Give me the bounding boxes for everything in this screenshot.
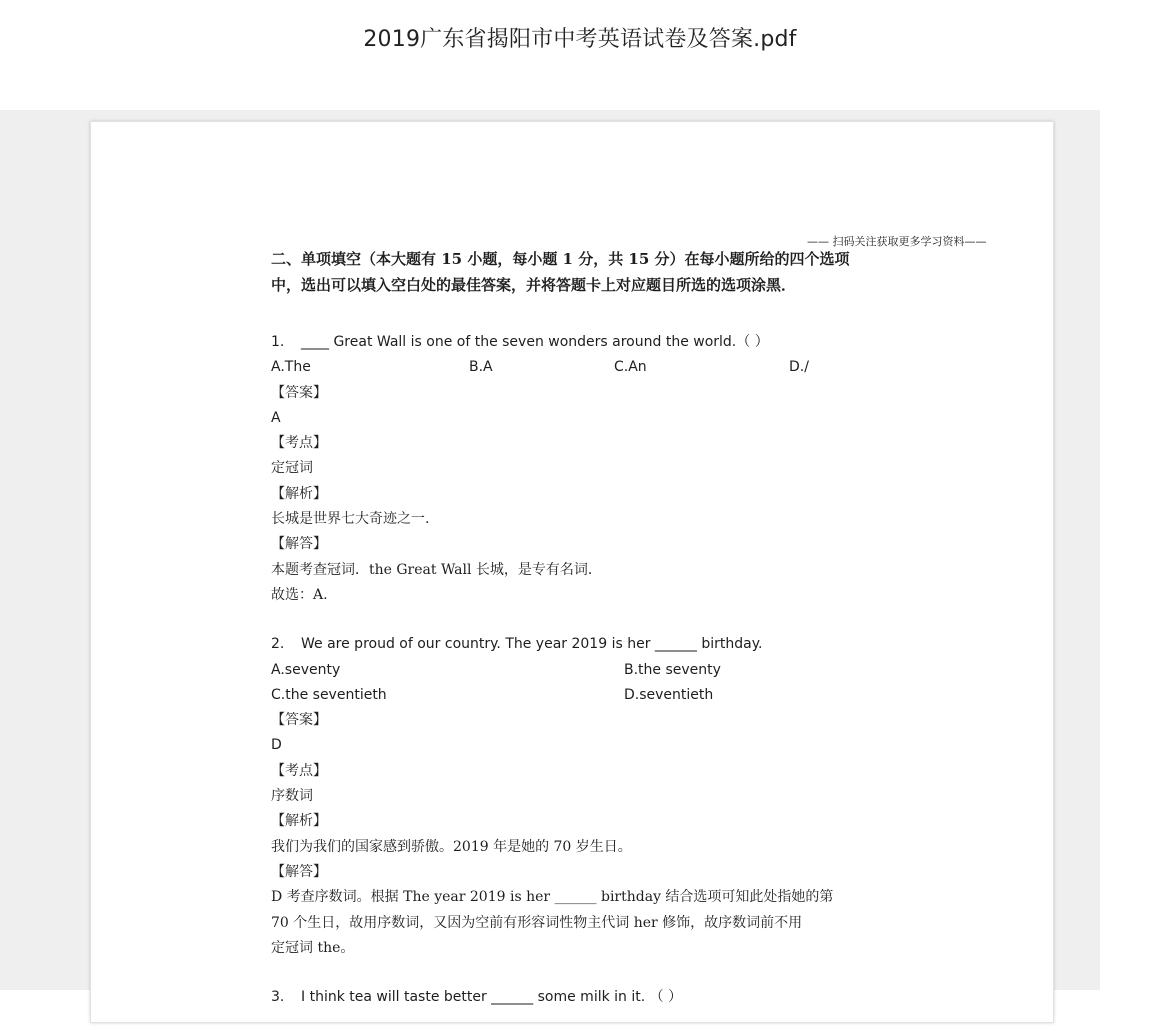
option-d: D./ — [789, 359, 809, 376]
question-text: We are proud of our country. The year 2019 is her ______ birthday. — [301, 636, 763, 653]
question-options-row-1 — [271, 658, 911, 683]
question-text: ____ Great Wall is one of the seven wonders around the world.（ ） — [301, 334, 769, 350]
section-heading-line-2: 中，选出可以填入空白处的最佳答案，并将答题卡上对应题目所选的选项涂黑． — [271, 276, 797, 294]
page-watermark: —— 扫码关注获取更多学习资料—— — [807, 235, 987, 248]
question-3 — [271, 985, 911, 1010]
analysis-label: 【解析】 — [271, 813, 327, 830]
title-bar — [0, 0, 1100, 110]
solution-line-1: 本题考查冠词．the Great Wall 长城，是专有名词． — [271, 561, 602, 578]
analysis-text: 长城是世界七大奇迹之一. — [271, 511, 430, 528]
section-heading-line-1: 二、单项填空（本大题有 15 小题，每小题 1 分，共 15 分）在每小题所给的四个选项 — [271, 250, 850, 268]
solution-line-3: 定冠词 the。 — [271, 939, 355, 956]
question-number: 1. — [271, 334, 285, 350]
solution-label: 【解答】 — [271, 536, 327, 553]
point-value: 定冠词 — [271, 460, 313, 477]
pdf-page — [90, 121, 1054, 1023]
answer-value: D — [271, 737, 282, 754]
option-a: A.seventy — [271, 661, 341, 678]
question-text: I think tea will taste better ______ some milk in it. （ ） — [301, 989, 683, 1006]
solution-line-2: 70 个生日，故用序数词，又因为空前有形容词性物主代词 her 修饰，故序数词前不用 — [271, 914, 803, 931]
question-1 — [271, 330, 911, 608]
point-value: 序数词 — [271, 788, 313, 805]
section-heading — [271, 246, 911, 298]
question-stem — [271, 632, 911, 657]
option-b: B.A — [469, 359, 493, 376]
option-b: B.the seventy — [624, 661, 721, 678]
option-c: C.the seventieth — [271, 686, 387, 703]
option-c: C.An — [614, 359, 647, 376]
option-a: A.The — [271, 359, 311, 376]
pdf-viewer[interactable] — [0, 110, 1100, 1006]
solution-line-2: 故选：A. — [271, 586, 328, 603]
question-stem — [271, 330, 911, 355]
answer-label: 【答案】 — [271, 712, 327, 729]
analysis-label: 【解析】 — [271, 485, 327, 502]
point-label: 【考点】 — [271, 435, 327, 452]
question-options-row-2 — [271, 683, 911, 708]
document-title: 2019广东省揭阳市中考英语试卷及答案.pdf — [363, 27, 797, 52]
answer-label: 【答案】 — [271, 384, 327, 401]
answer-value: A — [271, 409, 281, 426]
question-number: 2. — [271, 636, 285, 653]
question-stem — [271, 985, 911, 1010]
option-d: D.seventieth — [624, 686, 714, 703]
page-content — [271, 246, 911, 1034]
question-2 — [271, 632, 911, 961]
point-label: 【考点】 — [271, 762, 327, 779]
analysis-text: 我们为我们的国家感到骄傲。2019 年是她的 70 岁生日。 — [271, 838, 632, 855]
solution-label: 【解答】 — [271, 863, 327, 880]
solution-line-1: D 考查序数词。根据 The year 2019 is her ______ birthday 结合选项可知此处指她的第 — [271, 889, 834, 906]
question-number: 3. — [271, 989, 285, 1006]
question-options — [271, 355, 911, 380]
